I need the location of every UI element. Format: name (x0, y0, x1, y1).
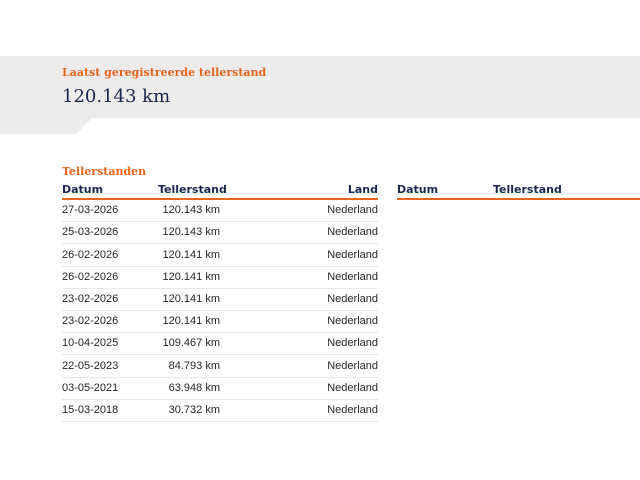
readings-table (62, 182, 378, 422)
row-stand: 120.141 km (162, 292, 220, 305)
header-stand: Tellerstand (158, 183, 227, 196)
readings-title: Tellerstanden (62, 165, 147, 178)
row-date: 23-02-2026 (62, 292, 119, 305)
row-stand: 120.141 km (162, 270, 220, 283)
row-date: 10-04-2025 (62, 337, 119, 350)
table-row (62, 357, 378, 378)
table-row (62, 401, 378, 422)
row-date: 25-03-2026 (62, 226, 119, 239)
table-row (62, 334, 378, 355)
table-row (62, 246, 378, 267)
row-stand: 120.141 km (162, 248, 220, 261)
readings-table-continued (397, 182, 640, 200)
last-reading-value: 120.143 km (62, 86, 171, 107)
row-stand: 120.143 km (162, 204, 220, 217)
row-land: Nederland (327, 315, 378, 328)
row-date: 26-02-2026 (62, 248, 119, 261)
row-stand: 120.141 km (162, 315, 220, 328)
row-land: Nederland (327, 359, 378, 372)
table-row (62, 201, 378, 222)
table-row (62, 268, 378, 289)
row-date: 22-05-2023 (62, 359, 119, 372)
row-stand: 30.732 km (168, 403, 220, 416)
row-land: Nederland (327, 337, 378, 350)
row-stand: 63.948 km (168, 381, 220, 394)
table-row (62, 223, 378, 244)
header-stand-right: Tellerstand (493, 183, 562, 196)
row-land: Nederland (327, 403, 378, 416)
row-land: Nederland (327, 204, 378, 217)
row-stand: 84.793 km (168, 359, 220, 372)
row-date: 23-02-2026 (62, 315, 119, 328)
table-row (62, 290, 378, 311)
header-land: Land (347, 183, 378, 196)
table-row (62, 379, 378, 400)
table-row (62, 312, 378, 333)
row-date: 03-05-2021 (62, 381, 119, 394)
header-date: Datum (62, 183, 104, 196)
row-stand: 120.143 km (162, 226, 220, 239)
readings-table-header-right (397, 182, 640, 200)
row-land: Nederland (327, 226, 378, 239)
row-land: Nederland (327, 270, 378, 283)
readings-table-header (62, 182, 378, 200)
row-date: 15-03-2018 (62, 403, 119, 416)
row-date: 27-03-2026 (62, 204, 119, 217)
row-land: Nederland (327, 248, 378, 261)
header-date-right: Datum (397, 183, 439, 196)
row-land: Nederland (327, 381, 378, 394)
row-stand: 109.467 km (162, 337, 220, 350)
row-date: 26-02-2026 (62, 270, 119, 283)
row-land: Nederland (327, 292, 378, 305)
last-reading-label: Laatst geregistreerde tellerstand (62, 66, 267, 79)
